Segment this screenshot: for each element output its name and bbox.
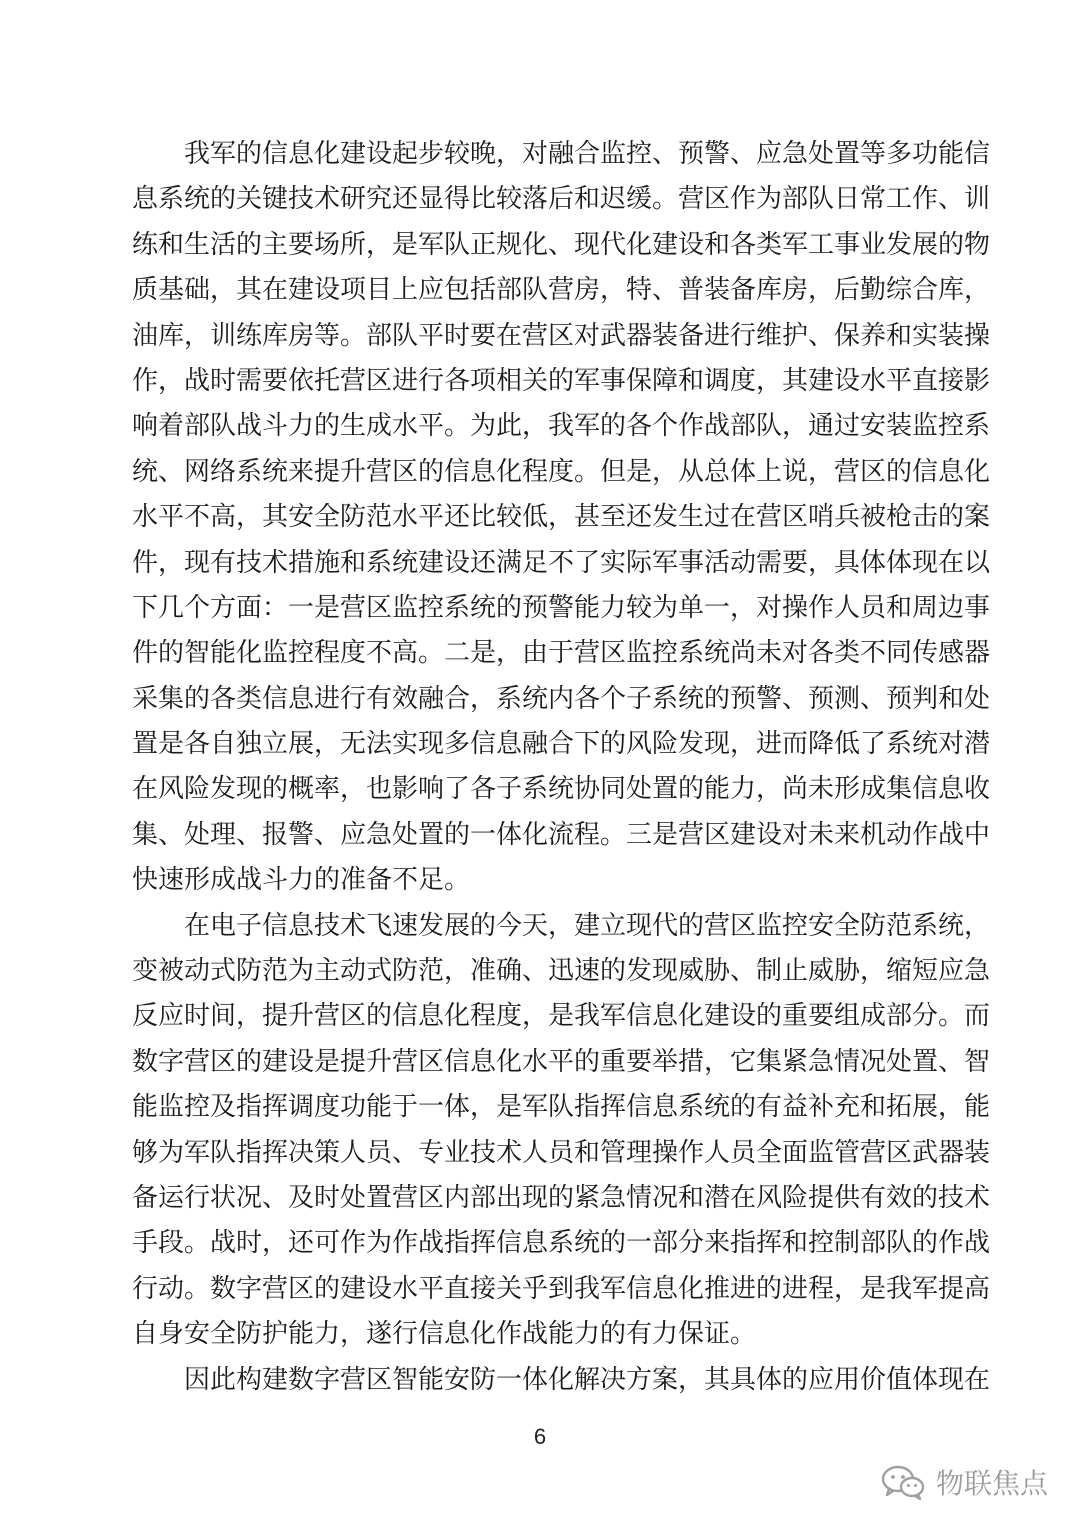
wechat-icon [880,1463,926,1501]
text-line: 在电子信息技术飞速发展的今天，建立现代的营区监控安全防范系统， [184,910,991,941]
text-line: 变被动式防范为主动式防范，准确、迅速的发现威胁、制止威胁，缩短应急 [132,956,991,987]
text-line: 件的智能化监控程度不高。二是，由于营区监控系统尚未对各类不同传感器 [132,638,991,669]
watermark [880,1462,1048,1502]
document-body [132,132,991,1403]
text-line: 油库，训练库房等。部队平时要在营区对武器装备进行维护、保养和实装操 [132,320,991,351]
text-line: 能监控及指挥调度功能于一体，是军队指挥信息系统的有益补充和拓展，能 [132,1092,991,1123]
text-line: 备运行状况、及时处置营区内部出现的紧急情况和潜在风险提供有效的技术 [132,1182,991,1213]
text-line: 在风险发现的概率，也影响了各子系统协同处置的能力，尚未形成集信息收 [132,774,991,805]
paragraph-3 [132,1358,991,1403]
text-line: 行动。数字营区的建设水平直接关乎到我军信息化推进的进程，是我军提高 [132,1273,991,1304]
text-line: 采集的各类信息进行有效融合，系统内各个子系统的预警、预测、预判和处 [132,683,991,714]
text-line: 手段。战时，还可作为作战指挥信息系统的一部分来指挥和控制部队的作战 [132,1228,991,1259]
text-line: 练和生活的主要场所，是军队正规化、现代化建设和各类军工事业发展的物 [132,229,991,260]
text-line: 因此构建数字营区智能安防一体化解决方案，其具体的应用价值体现在 [184,1364,991,1395]
text-line: 质基础，其在建设项目上应包括部队营房，特、普装备库房，后勤综合库， [132,275,991,306]
text-line: 响着部队战斗力的生成水平。为此，我军的各个作战部队，通过安装监控系 [132,411,991,442]
watermark-text: 物联焦点 [936,1467,1049,1500]
paragraph-2 [132,904,991,1358]
text-line: 息系统的关键技术研究还显得比较落后和迟缓。营区作为部队日常工作、训 [132,184,991,215]
paragraph-1 [132,132,991,904]
text-line: 水平不高，其安全防范水平还比较低，甚至还发生过在营区哨兵被枪击的案 [132,502,991,533]
text-line: 反应时间，提升营区的信息化程度，是我军信息化建设的重要组成部分。而 [132,1001,991,1032]
text-line: 我军的信息化建设起步较晚，对融合监控、预警、应急处置等多功能信 [184,139,991,169]
text-line: 数字营区的建设是提升营区信息化水平的重要举措，它集紧急情况处置、智 [132,1046,991,1077]
text-line: 统、网络系统来提升营区的信息化程度。但是，从总体上说，营区的信息化 [132,456,991,487]
text-line: 件，现有技术措施和系统建设还满足不了实际军事活动需要，具体体现在以 [132,547,991,578]
text-line: 置是各自独立展，无法实现多信息融合下的风险发现，进而降低了系统对潜 [132,729,991,760]
text-line: 集、处理、报警、应急处置的一体化流程。三是营区建设对未来机动作战中 [132,819,991,850]
page-number: 6 [533,1424,547,1449]
text-line: 自身安全防护能力，遂行信息化作战能力的有力保证。 [132,1319,757,1350]
text-line: 快速形成战斗力的准备不足。 [132,865,471,896]
text-line: 下几个方面：一是营区监控系统的预警能力较为单一，对操作人员和周边事 [132,592,991,623]
text-line: 够为军队指挥决策人员、专业技术人员和管理操作人员全面监管营区武器装 [132,1137,991,1168]
text-line: 作，战时需要依托营区进行各项相关的军事保障和调度，其建设水平直接影 [132,365,991,396]
